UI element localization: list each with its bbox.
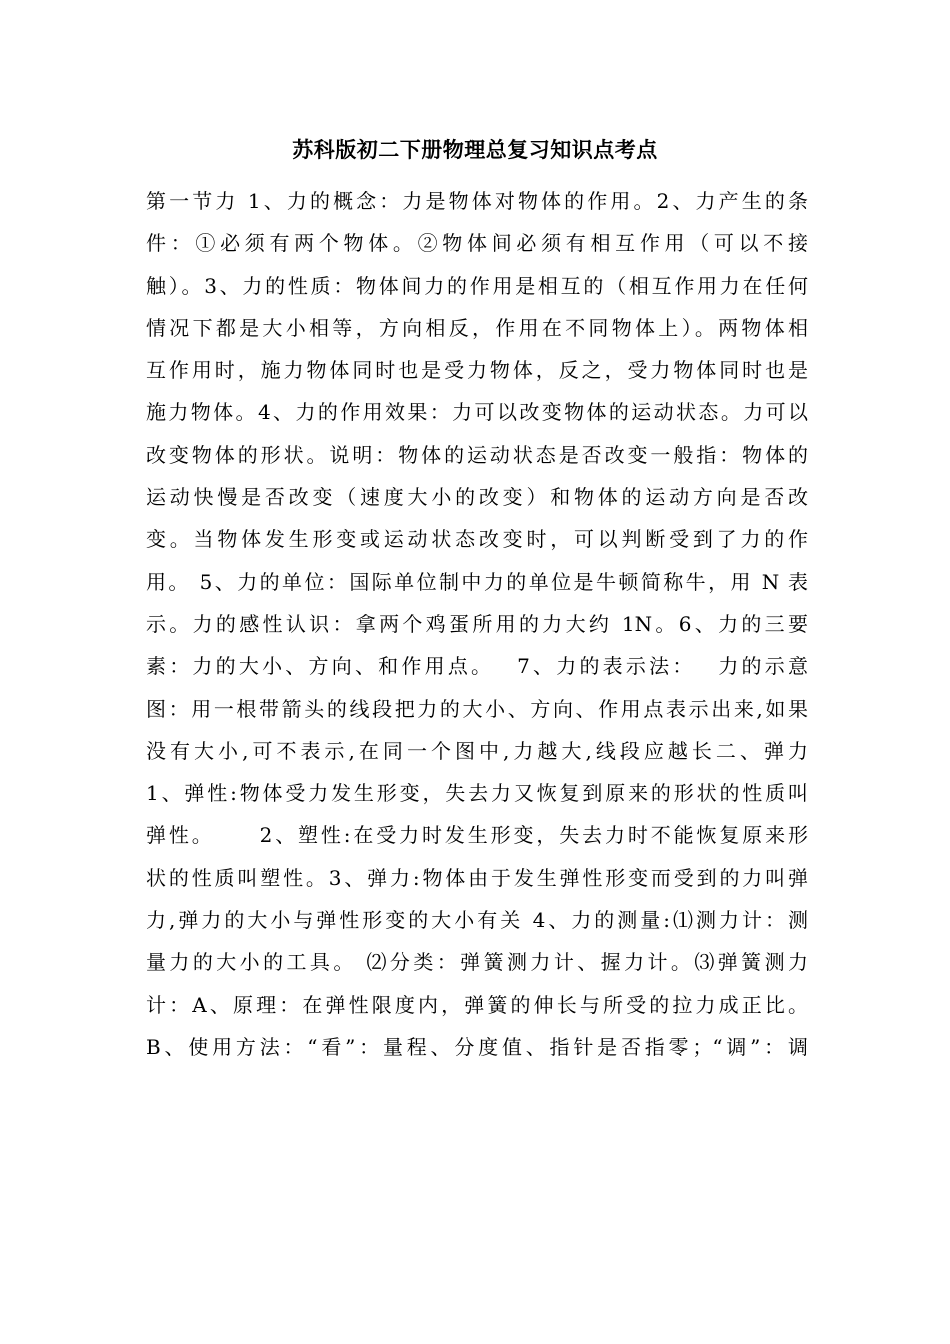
body-line: 触）。3、力的性质：物体间力的作用是相互的（相互作用力在任何 (146, 273, 808, 298)
body-line: 施力物体。4、力的作用效果：力可以改变物体的运动状态。力可以 (146, 400, 808, 425)
body-line: 量力的大小的工具。 ⑵分类：弹簧测力计、握力计。⑶弹簧测力 (146, 950, 808, 975)
body-line: 互作用时，施力物体同时也是受力物体，反之，受力物体同时也是 (146, 358, 808, 383)
body-line: 件：①必须有两个物体。②物体间必须有相互作用（可以不接 (146, 231, 808, 256)
body-line: 运动快慢是否改变（速度大小的改变）和物体的运动方向是否改 (146, 485, 808, 510)
body-line: 示。力的感性认识：拿两个鸡蛋所用的力大约 1N。6、力的三要 (146, 611, 808, 636)
body-line: 情况下都是大小相等，方向相反，作用在不同物体上）。两物体相 (146, 315, 808, 340)
body-line: 1、弹性:物体受力发生形变，失去力又恢复到原来的形状的性质叫 (146, 781, 808, 806)
body-line: 力,弹力的大小与弹性形变的大小有关 4、力的测量:⑴测力计：测 (146, 908, 808, 933)
body-line: 图：用一根带箭头的线段把力的大小、方向、作用点表示出来,如果 (146, 696, 808, 721)
body-line: 素：力的大小、方向、和作用点。 7、力的表示法： 力的示意 (146, 654, 808, 679)
body-line: 弹性。 2、塑性:在受力时发生形变，失去力时不能恢复原来形 (146, 823, 808, 848)
body-line: 没有大小,可不表示,在同一个图中,力越大,线段应越长二、弹力 (146, 738, 808, 763)
body-line: 第一节力 1、力的概念：力是物体对物体的作用。2、力产生的条 (146, 189, 808, 213)
body-line: 状的性质叫塑性。3、弹力:物体由于发生弹性形变而受到的力叫弹 (146, 865, 808, 890)
body-line: 计：A、原理：在弹性限度内，弹簧的伸长与所受的拉力成正比。 (146, 992, 808, 1017)
body-line: B、使用方法：“看”：量程、分度值、指针是否指零；“调”：调 (146, 1034, 808, 1059)
body-line: 用。 5、力的单位：国际单位制中力的单位是牛顿简称牛，用 N 表 (146, 569, 808, 594)
document-body (146, 180, 808, 1068)
body-line: 改变物体的形状。说明：物体的运动状态是否改变一般指：物体的 (146, 442, 808, 467)
body-line: 变。当物体发生形变或运动状态改变时，可以判断受到了力的作 (146, 527, 808, 552)
document-title: 苏科版初二下册物理总复习知识点考点 (292, 138, 658, 162)
